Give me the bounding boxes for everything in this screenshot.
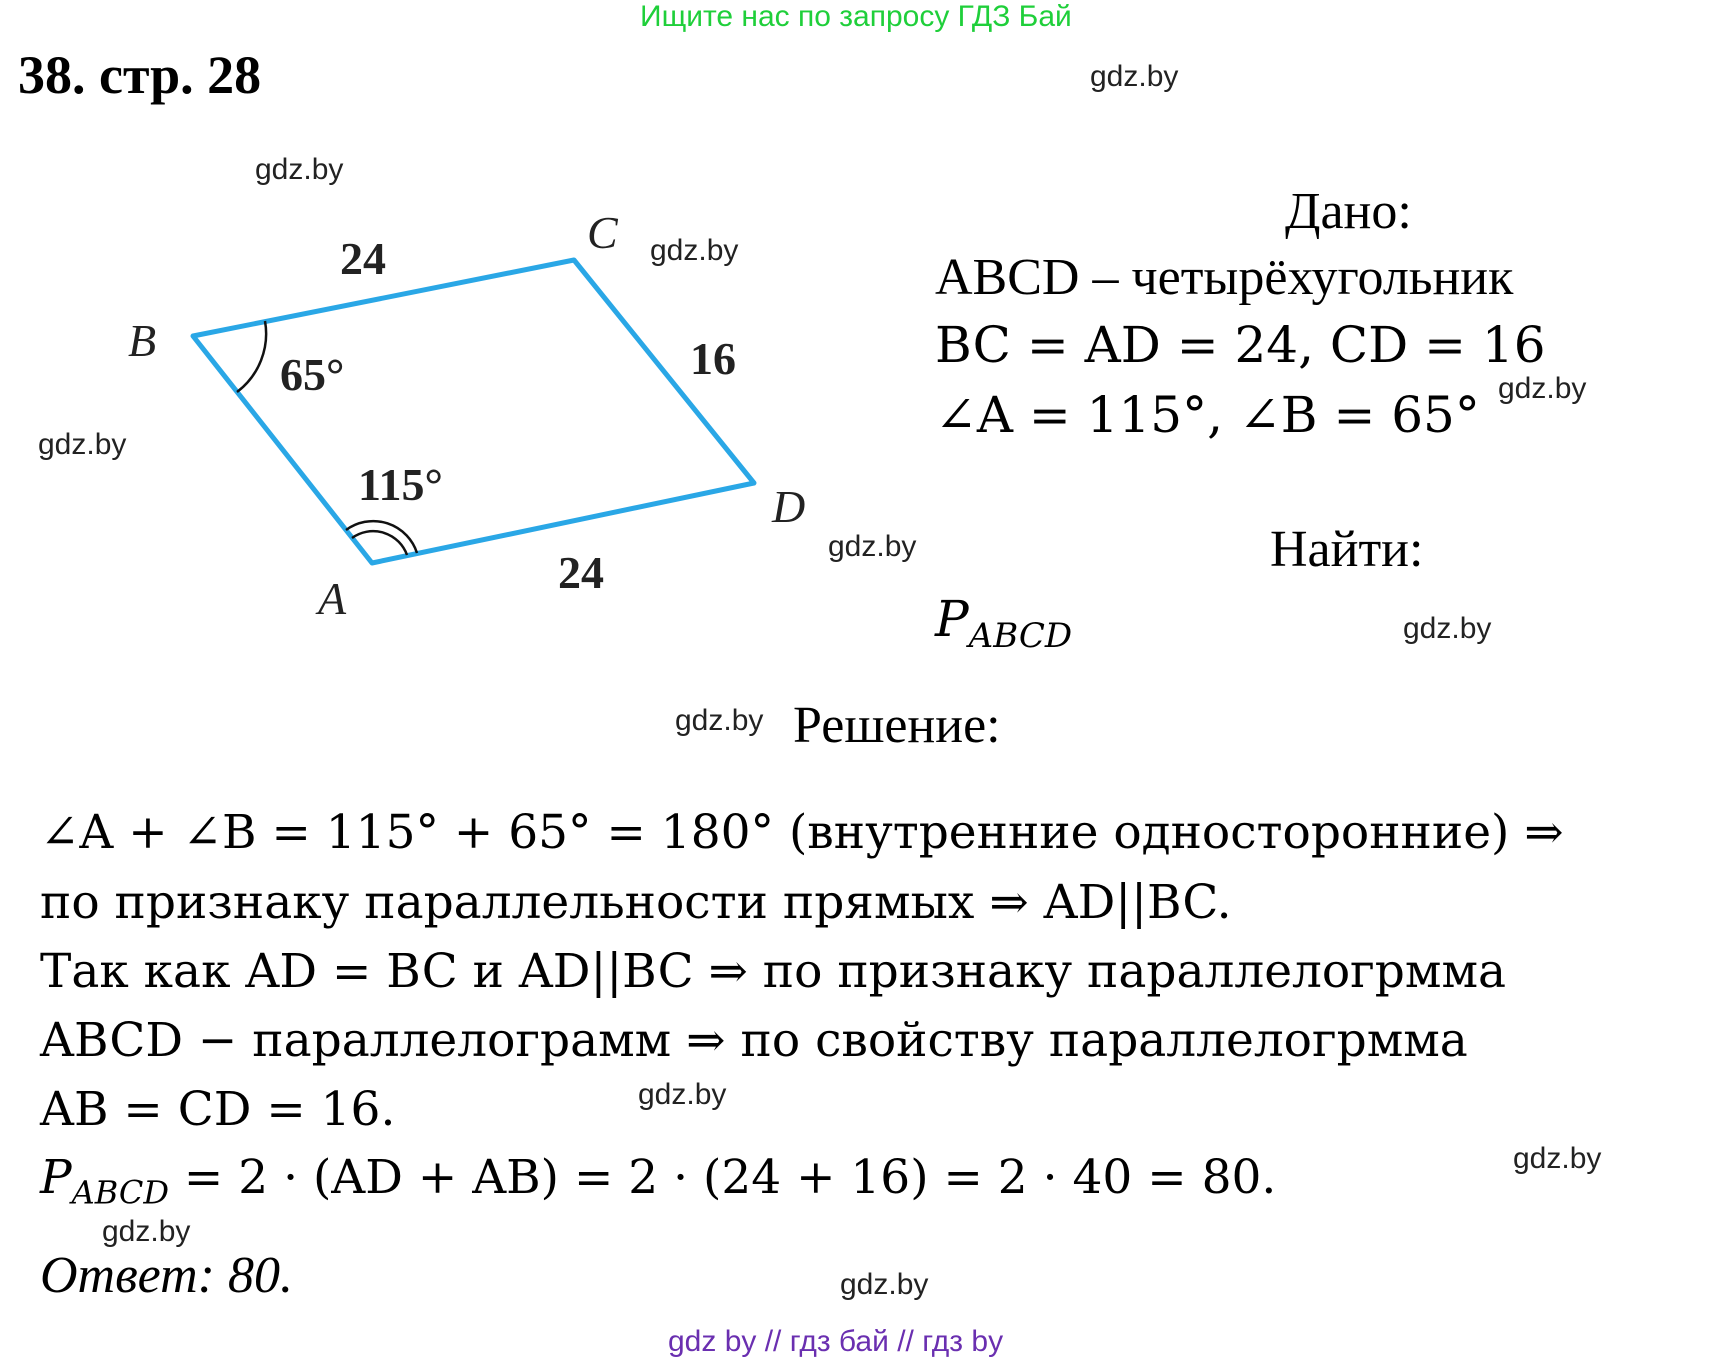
watermark: gdz.by	[828, 530, 917, 563]
watermark: gdz.by	[102, 1215, 191, 1248]
solution-formula: = 2 · (AD + AB) = 2 · (24 + 16) = 2 · 40 = 80.	[168, 1150, 1277, 1205]
vertex-b-label: B	[128, 315, 157, 366]
watermark: gdz.by	[1090, 60, 1179, 93]
watermark: gdz.by	[1403, 612, 1492, 645]
solution-line-5: AB = CD = 16.	[40, 1082, 396, 1137]
angle-a-label: 115°	[358, 459, 443, 510]
find-sub: ABCD	[968, 616, 1073, 656]
given-line-1: ABCD – четырёхугольник	[935, 249, 1514, 306]
banner: Ищите нас по запросу ГДЗ Бай	[640, 0, 1072, 33]
solution-line-2: по признаку параллельности прямых ⇒ AD||BC.	[40, 875, 1232, 930]
answer: Ответ: 80.	[40, 1247, 293, 1304]
solution-line-6	[40, 1150, 1276, 1211]
angle-a-arc-outer	[346, 521, 417, 553]
watermark: gdz.by	[650, 234, 739, 267]
quadrilateral-abcd	[193, 260, 754, 563]
solution-sub: ABCD	[71, 1173, 169, 1212]
side-bc-label: 24	[340, 233, 386, 284]
angle-b-arc	[237, 321, 266, 392]
given-heading: Дано:	[1285, 183, 1412, 240]
angle-b-label: 65°	[280, 349, 345, 400]
find-p: P	[935, 590, 969, 648]
vertex-c-label: C	[587, 207, 618, 258]
side-cd-label: 16	[690, 333, 736, 384]
vertex-a-label: A	[318, 573, 347, 624]
side-ad-label: 24	[558, 547, 604, 598]
watermark: gdz.by	[255, 153, 344, 186]
watermark: gdz.by	[675, 704, 764, 737]
footer: gdz by // гдз бай // гдз by	[668, 1325, 1004, 1358]
solution-line-4: ABCD − параллелограмм ⇒ по свойству параллелогрмма	[40, 1013, 1468, 1068]
solution-heading: Решение:	[793, 697, 1001, 754]
solution-line-3: Так как AD = BC и AD||BC ⇒ по признаку параллелогрмма	[40, 944, 1507, 999]
solution-p: P	[40, 1150, 72, 1205]
watermark: gdz.by	[840, 1268, 929, 1301]
watermark: gdz.by	[1498, 372, 1587, 405]
given-line-3: ∠A = 115°, ∠B = 65°	[935, 386, 1480, 444]
watermark: gdz.by	[38, 428, 127, 461]
watermark: gdz.by	[638, 1078, 727, 1111]
given-line-2: BC = AD = 24, CD = 16	[935, 316, 1546, 374]
quadrilateral-figure	[0, 0, 960, 660]
solution-line-1: ∠A + ∠B = 115° + 65° = 180° (внутренние односторонние) ⇒	[40, 805, 1564, 860]
find-heading: Найти:	[1270, 521, 1424, 578]
vertex-d-label: D	[772, 481, 806, 532]
find-value	[935, 590, 1072, 656]
page-title: 38. стр. 28	[18, 45, 262, 105]
watermark: gdz.by	[1513, 1142, 1602, 1175]
